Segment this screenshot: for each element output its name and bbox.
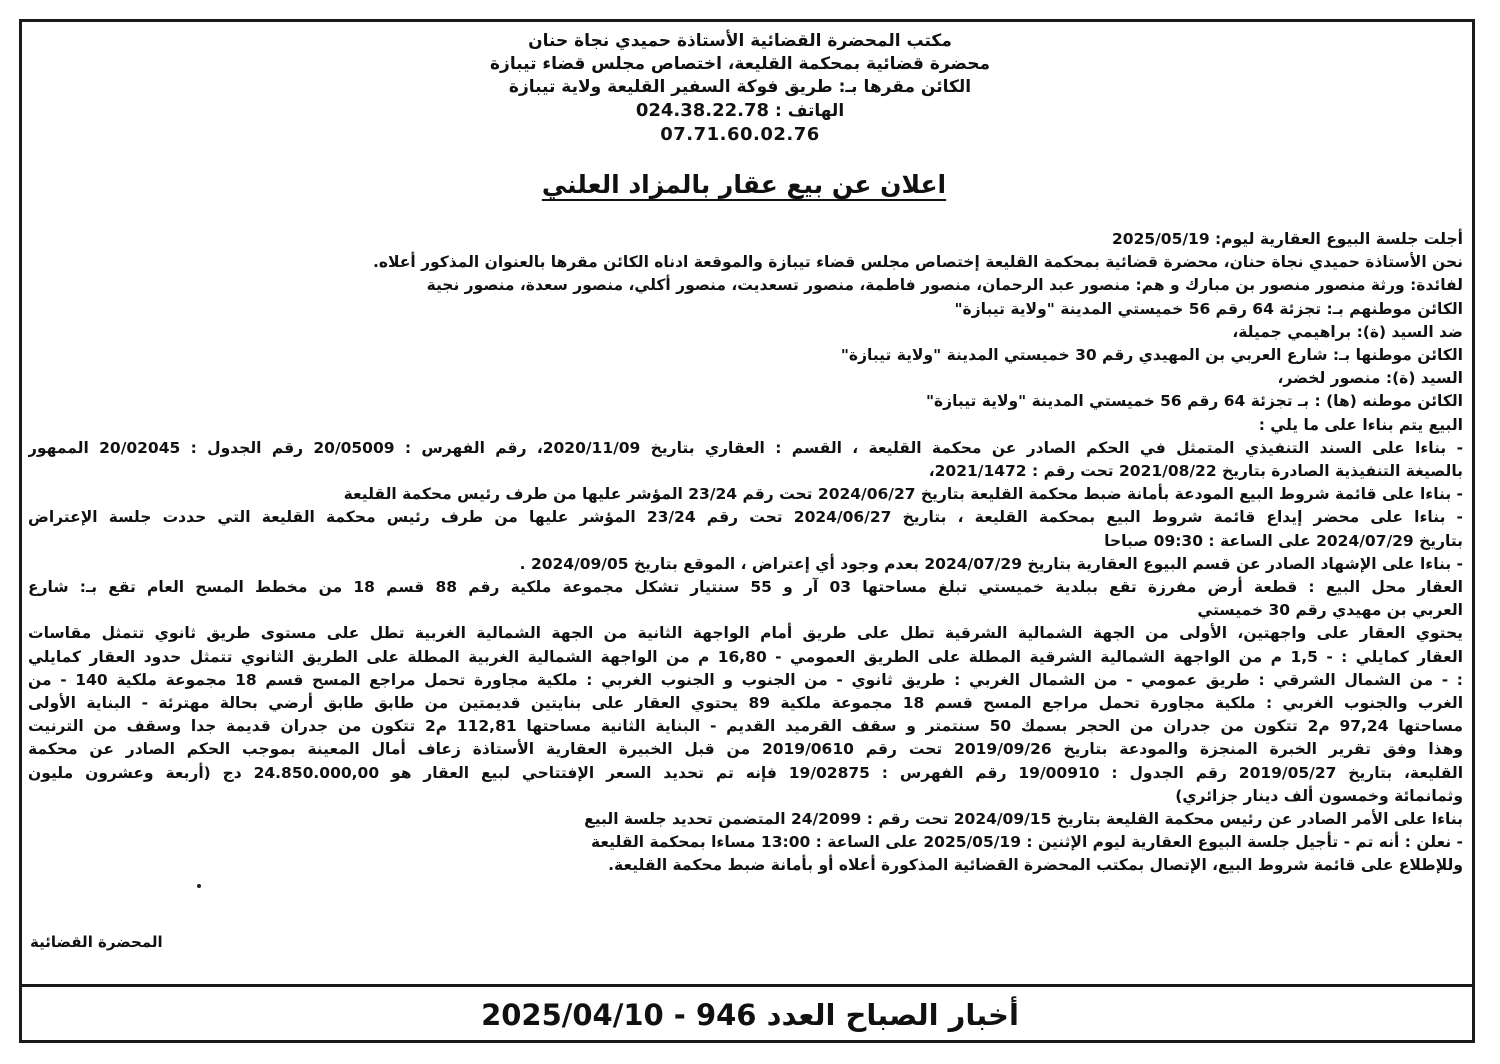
body-line: - بناءا على السند التنفيذي المتمثل في الحكم الصادر عن محكمة القليعة ، القسم : العقاري بتاريخ 2020/11/09، رقم الفهرس : 20/05009 رقم الجدول : 20/02045 الممهور bbox=[28, 438, 1463, 457]
publication-date: 2025/04/10 bbox=[481, 998, 664, 1032]
office-address: الكائن مقرها بـ: طريق فوكة السفير القليعة ولاية تيبازة bbox=[508, 77, 972, 97]
body-line: وهذا وفق تقرير الخبرة المنجزة والمودعة بتاريخ 2019/09/26 تحت رقم 2019/0610 من قبل الخبيرة العقارية الأستاذة زعاف أمال المعينة بموجب الحكم الصادر عن محكمة bbox=[28, 740, 1463, 759]
office-jurisdiction: محضرة قضائية بمحكمة القليعة، اختصاص مجلس قضاء تيبازة bbox=[490, 54, 990, 74]
body-line: بالصيغة التنفيذية الصادرة بتاريخ 2021/08/22 تحت رقم : 2021/1472، bbox=[928, 462, 1463, 481]
office-header bbox=[470, 30, 1010, 146]
body-line: الكائن موطنه (ها) : بـ تجزئة 64 رقم 56 خميستي المدينة "ولاية تيبازة" bbox=[925, 392, 1463, 411]
body-line: بناءا على الأمر الصادر عن رئيس محكمة القليعة بتاريخ 2024/09/15 تحت رقم : 24/2099 المتضمن تحديد جلسة البيع bbox=[584, 810, 1463, 829]
body-line: مساحتها 97,24 م2 تتكون من جدران من الحجر بسمك 50 سنتمتر و سقف القرميد القديم - البناية الثانية مساحتها 112,81 م2 تتكون من جدران قديمة جدا وسقف من الترنيت bbox=[28, 717, 1463, 736]
office-name: مكتب المحضرة القضائية الأستاذة حميدي نجاة حنان bbox=[528, 31, 952, 51]
phone-label: الهاتف : bbox=[774, 101, 845, 121]
announcement-title bbox=[0, 170, 1488, 199]
phone-number-1: 024.38.22.78 bbox=[635, 100, 770, 121]
body-line: العربي بن مهيدي رقم 30 خميستي bbox=[1197, 601, 1463, 620]
phone-number-2: 07.71.60.02.76 bbox=[660, 124, 820, 145]
body-line: القليعة، بتاريخ 2019/05/27 رقم الجدول : 19/00910 رقم الفهرس : 19/02875 فإنه تم تحديد السعر الإفتتاحي لبيع العقار هو 24.850.000,00 دج (أربعة وعشرون مليون bbox=[28, 763, 1463, 782]
body-line: - بناءا على الإشهاد الصادر عن قسم البيوع العقارية بتاريخ 2024/07/29 بعدم وجود أي إعتراض ، الموقع بتاريخ 2024/09/05 . bbox=[519, 554, 1463, 573]
body-line: أجلت جلسة البيوع العقارية ليوم: 2025/05/19 bbox=[1112, 230, 1463, 248]
body-line: لفائدة: ورثة منصور منصور بن مبارك و هم: منصور عبد الرحمان، منصور فاطمة، منصور تسعديت، منصور أكلي، منصور سعدة، منصور نجية bbox=[426, 276, 1463, 295]
body-line: الكائن موطنهم بـ: تجزئة 64 رقم 56 خميستي المدينة "ولاية تيبازة" bbox=[954, 299, 1463, 318]
phone-line bbox=[470, 99, 1010, 123]
footer-divider bbox=[21, 984, 1473, 987]
body-line: البيع يتم بناءا على ما يلي : bbox=[1258, 415, 1463, 434]
signature: المحضرة القضائية bbox=[30, 933, 163, 951]
announcement-title-text: اعلان عن بيع عقار بالمزاد العلني bbox=[541, 170, 947, 199]
body-line: وثمانمائة وخمسون ألف دينار جزائري) bbox=[1175, 786, 1463, 805]
body-line: الغرب والجنوب الغربي : ملكية مجاورة تحمل مراجع المسح قسم 18 مجموعة ملكية 89 يحتوي العقار على بنايتين قديمتين من طابق طابق أرضي بحالة مهترئة - البناية الأولى bbox=[28, 694, 1463, 713]
body-line: - نعلن : أنه تم - تأجيل جلسة البيوع العقارية ليوم الإثنين : 2025/05/19 على الساعة : 13:00 مساءا بمحكمة القليعة bbox=[591, 833, 1463, 852]
newspaper-name-issue: أخبار الصباح العدد 946 - bbox=[673, 998, 1019, 1032]
body-line: العقار كمايلي : - 1,5 م من الواجهة الشمالية الشرقية المطلة على الطريق العمومي - 16,80 م من الواجهة الشمالية الغربية المطلة على الطريق الثانوي تتمثل حدود العقار كمايلي bbox=[28, 647, 1463, 666]
body-line: السيد (ة): منصور لخضر، bbox=[1277, 369, 1463, 388]
body-line: نحن الأستاذة حميدي نجاة حنان، محضرة قضائية بمحكمة القليعة إختصاص مجلس قضاء تيبازة والموقعة ادناه الكائن مقرها بالعنوان المذكور أعلاه. bbox=[372, 253, 1463, 272]
body-line: العقار محل البيع : قطعة أرض مفرزة تقع ببلدية خميستي تبلغ مساحتها 03 آر و 55 سنتيار تشكل مجموعة ملكية رقم 88 قسم 18 من مخطط المسح العام تقع بـ: شارع bbox=[28, 578, 1463, 597]
announcement-body bbox=[28, 228, 1463, 878]
body-line: ضد السيد (ة): براهيمي جميلة، bbox=[1232, 322, 1463, 341]
body-line: - بناءا على قائمة شروط البيع المودعة بأمانة ضبط محكمة القليعة بتاريخ 2024/06/27 تحت رقم 23/24 المؤشر عليها من طرف رئيس محكمة القليعة bbox=[343, 485, 1463, 504]
body-line: وللإطلاع على قائمة شروط البيع، الإتصال بمكتب المحضرة القضائية المذكورة أعلاه أو بأمانة ضبط محكمة القليعة. bbox=[608, 856, 1463, 875]
body-line: - بناءا على محضر إيداع قائمة شروط البيع بمحكمة القليعة ، بتاريخ 2024/06/27 تحت رقم 23/24 المؤشر عليها من طرف رئيس محكمة القليعة التي حددت جلسة الإعتراض bbox=[28, 508, 1463, 527]
body-line: : - من الشمال الشرقي : طريق عمومي - من الشمال الغربي : طريق ثانوي - من الجنوب و الجنوب الغربي : ملكية مجاورة تحمل مراجع المسح قسم 18 مجموعة ملكية 140 - من bbox=[28, 670, 1463, 689]
body-line: يحتوي العقار على واجهتين، الأولى من الجهة الشمالية الشرقية تطل على طريق أمام الواجهة الثانية من الجهة الشمالية الغربية تطل على مستوى طريق ثانوي تتمثل مقاسات bbox=[28, 624, 1463, 643]
body-line: الكائن موطنها بـ: شارع العربي بن المهيدي رقم 30 خميستي المدينة "ولاية تيبازة" bbox=[840, 346, 1463, 365]
body-line: بتاريخ 2024/07/29 على الساعة : 09:30 صباحا bbox=[1104, 531, 1463, 550]
newspaper-footer bbox=[0, 995, 1500, 1035]
stray-dot bbox=[197, 884, 201, 888]
